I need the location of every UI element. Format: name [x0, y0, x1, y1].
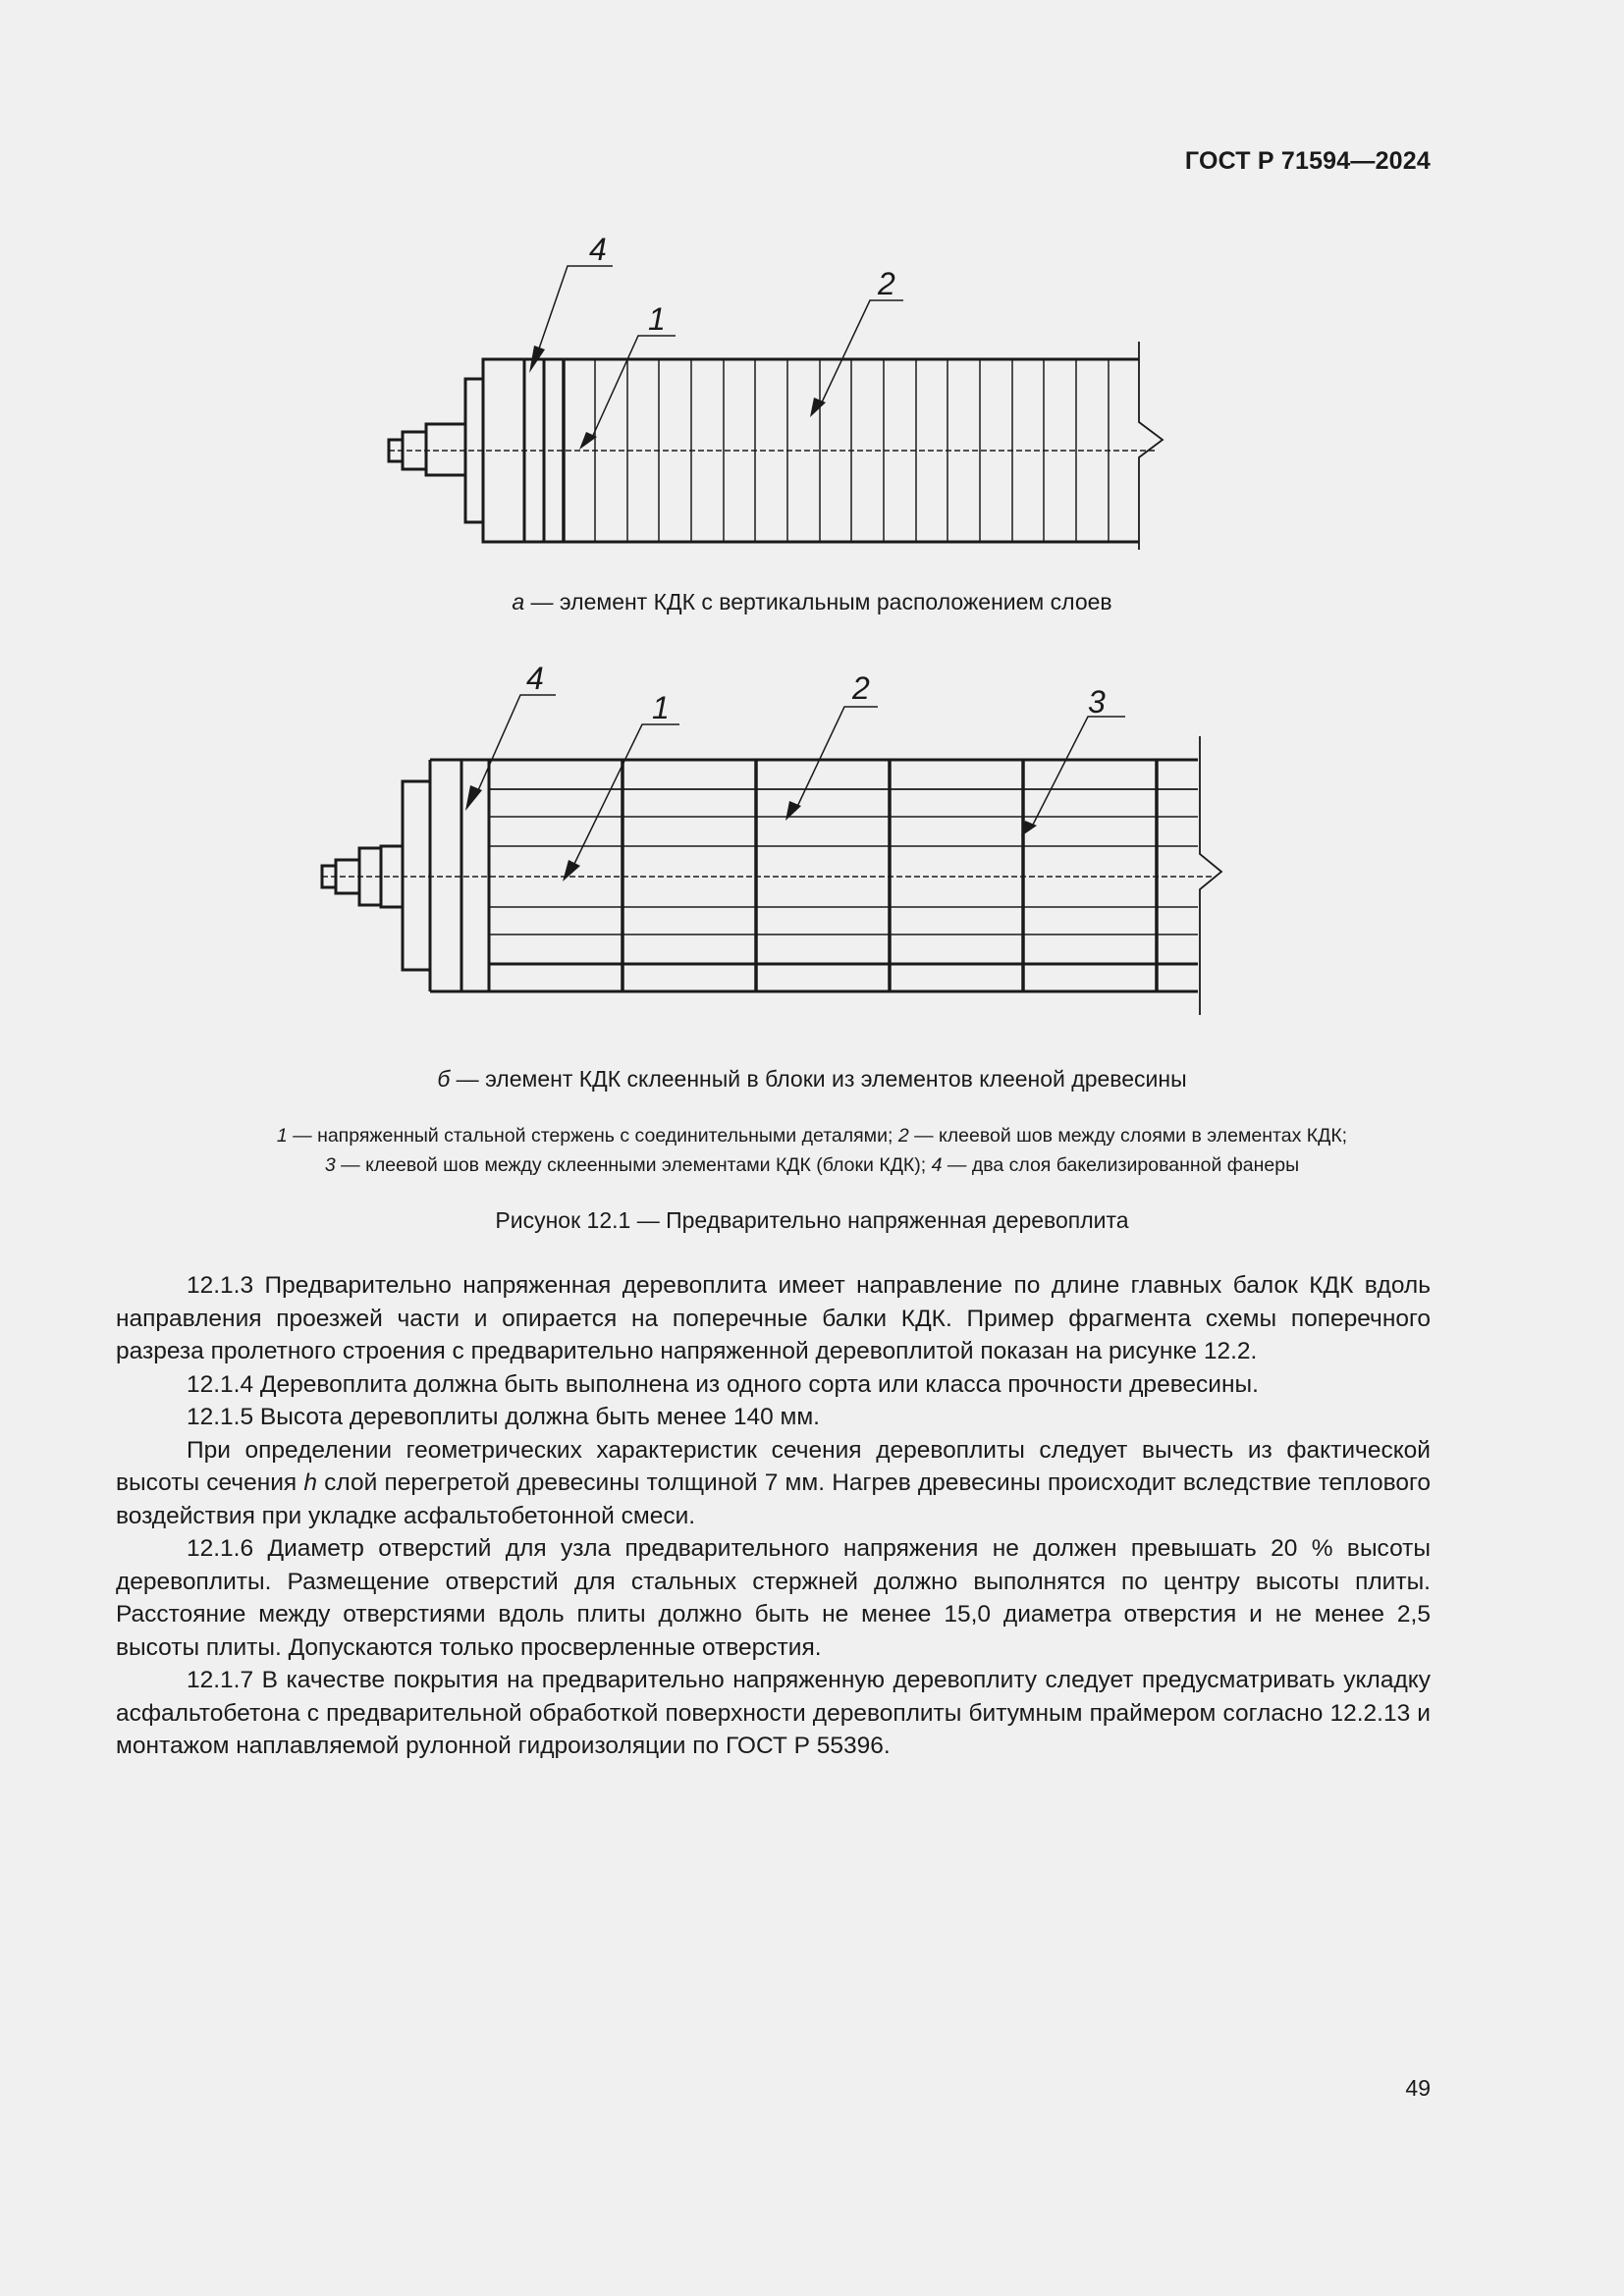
- figure-title: Рисунок 12.1 — Предварительно напряженная деревоплита: [495, 1207, 1129, 1233]
- caption-letter: а: [512, 589, 525, 614]
- legend-text: — напряженный стальной стержень с соединительными деталями;: [287, 1125, 898, 1147]
- legend-num: 4: [931, 1154, 943, 1176]
- paragraph-12-1-7: 12.1.7 В качестве покрытия на предварительно напряженную деревоплиту следует предусматривать укладку асфальтобетона с предварительной обработкой поверхности деревоплиты битумным праймером согласно 12.2.13 и монтажом наплавляемой рулонной гидроизоляции по ГОСТ Р 55396.: [116, 1667, 1431, 1759]
- paragraph-12-1-5: 12.1.5 Высота деревоплиты должна быть менее 140 мм.: [187, 1404, 820, 1430]
- figure-legend: [0, 1121, 1624, 1180]
- figure-b-diagram: [0, 0, 1624, 1080]
- paragraph-geometry: [116, 1434, 1431, 1533]
- caption-letter: б: [437, 1066, 451, 1092]
- legend-num: 3: [324, 1154, 336, 1176]
- callout-label-1: 1: [648, 301, 666, 337]
- legend-text: — два слоя бакелизированной фанеры: [942, 1154, 1300, 1176]
- text-run: слой перегретой древесины толщиной 7 мм. Нагрев древесины происходит вследствие теплового воздействия при укладке асфальтобетонной смеси.: [116, 1469, 1431, 1529]
- legend-num: 1: [276, 1125, 288, 1147]
- callout-label-2: 2: [878, 266, 895, 301]
- body-text: [116, 1269, 1431, 1763]
- document-id: ГОСТ Р 71594—2024: [1184, 147, 1431, 175]
- figure-b-caption: [0, 1066, 1624, 1093]
- page-number: 49: [1405, 2075, 1431, 2101]
- callout-label-4b: 4: [526, 661, 544, 696]
- text-run: При определении геометрических характеристик сечения деревоплиты следует вычесть из фактической высоты сечения: [116, 1436, 1431, 1496]
- callout-label-4: 4: [589, 232, 607, 267]
- legend-line-2: [0, 1150, 1624, 1180]
- callout-label-3b: 3: [1088, 684, 1106, 720]
- legend-text: — клеевой шов между склеенными элементами КДК (блоки КДК);: [335, 1154, 932, 1176]
- paragraph-12-1-6: 12.1.6 Диаметр отверстий для узла предварительного напряжения не должен превышать 20 % высоты деревоплиты. Размещение отверстий для стальных стержней должно выполнятся по центру высоты плиты. Расстояние между отверстиями вдоль плиты должно быть не менее 15,0 диаметра отверстия и не менее 2,5 высоты плиты. Допускаются только просверленные отверстия.: [116, 1535, 1431, 1661]
- caption-text: — элемент КДК с вертикальным расположением слоев: [524, 589, 1112, 614]
- paragraph-12-1-3: 12.1.3 Предварительно напряженная деревоплита имеет направление по длине главных балок КДК вдоль направления проезжей части и опирается на поперечные балки КДК. Пример фрагмента схемы поперечного разреза пролетного строения с предварительно напряженной деревоплитой показан на рисунке 12.2.: [116, 1272, 1431, 1364]
- legend-num: 2: [897, 1125, 909, 1147]
- block-seams: [623, 760, 1157, 991]
- paragraph-12-1-4: 12.1.4 Деревоплита должна быть выполнена из одного сорта или класса прочности древесины.: [187, 1370, 1259, 1398]
- legend-text: — клеевой шов между слоями в элементах КДК;: [908, 1125, 1348, 1147]
- caption-text: — элемент КДК склеенный в блоки из элементов клееной древесины: [450, 1066, 1187, 1092]
- legend-line-1: [0, 1121, 1624, 1150]
- callout-label-2b: 2: [852, 670, 870, 706]
- symbol-h: h: [303, 1469, 317, 1496]
- callout-label-1b: 1: [652, 690, 670, 725]
